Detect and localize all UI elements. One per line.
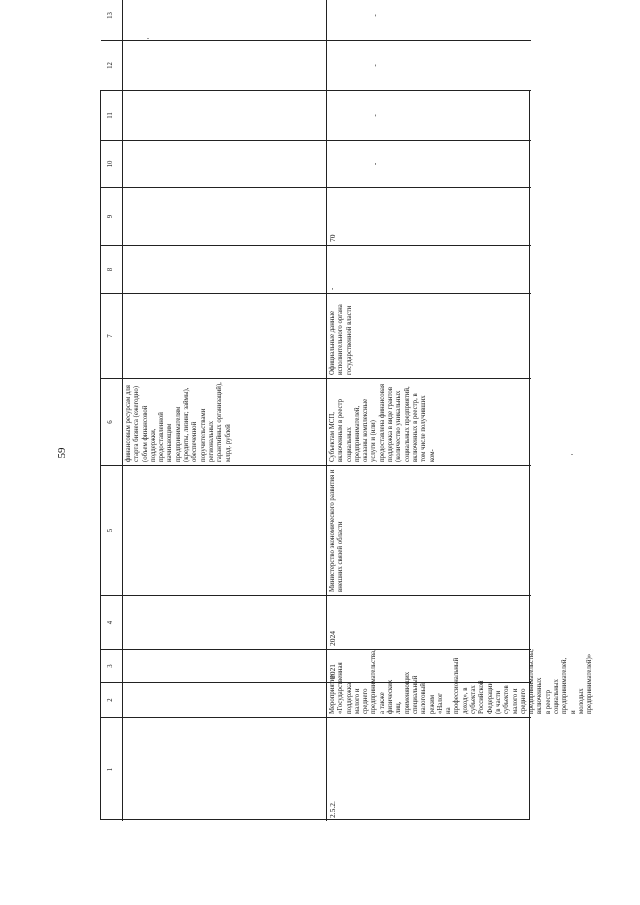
- header-cell-3: 3: [101, 649, 123, 682]
- header-cell-11: 11: [101, 90, 123, 140]
- continued-cell-13: [123, 0, 327, 40]
- end-year-cell: 2024: [327, 595, 531, 649]
- responsible-cell: Министерство экономического развития и внешних связей области: [327, 465, 531, 595]
- continued-cell-7: [123, 293, 327, 378]
- continued-cell-10: [123, 140, 327, 187]
- data-table: [100, 12, 594, 820]
- header-cell-10: 10: [101, 140, 123, 187]
- event-name-cell: Мероприятие «Государственная поддержка малого и среднего предпринимательства, а также физических лиц, применяющих специальный налоговый режим «Налог на профессиональный доход», в субъектах Российской Федерации (в части субъектов малого и среднего предпринимательства, включенных в реестр социальных предпринимателей, и молодых предпринимателей)»: [327, 682, 531, 717]
- header-cell-6: 6: [101, 378, 123, 465]
- header-cell-7: 7: [101, 293, 123, 378]
- continued-cell-5: [123, 465, 327, 595]
- value-cell-9: 70: [327, 187, 531, 245]
- value-cell-8: -: [327, 245, 531, 293]
- value-cell-13: -: [371, 14, 379, 17]
- continued-cell-1: [123, 717, 327, 821]
- table-grid-rotated: [101, 12, 594, 821]
- value-cell-10: -: [327, 140, 531, 187]
- continued-cell-3: [123, 649, 327, 682]
- header-cell-1: 1: [101, 717, 123, 821]
- data-source-cell: Официальные данные исполнительного органа государственной власти: [327, 293, 531, 378]
- continued-cell-12: [123, 40, 327, 90]
- header-cell-4: 4: [101, 595, 123, 649]
- page-number: 59: [56, 447, 68, 459]
- header-cell-13: 13: [101, 0, 123, 40]
- continued-cell-2: [123, 682, 327, 717]
- header-cell-12: 12: [101, 40, 123, 90]
- scan-speck: [571, 454, 573, 455]
- continued-cell-11: [123, 90, 327, 140]
- value-cell-12: -: [327, 40, 531, 90]
- continued-cell-8: [123, 245, 327, 293]
- header-cell-5: 5: [101, 465, 123, 595]
- start-year-cell: 2021: [327, 649, 531, 682]
- header-cell-8: 8: [101, 245, 123, 293]
- indicator-cell: Субъектам МСП, включенным в реестр социальных предпринимателей, оказаны комплексные услуги и (или) предоставлена финансовая поддержка в виде грантов (количество уникальных социальных предприятий, включенных в реестр, в том числе получивших ком-: [327, 378, 531, 465]
- header-cell-9: 9: [101, 187, 123, 245]
- continued-cell-9: [123, 187, 327, 245]
- header-cell-2: 2: [101, 682, 123, 717]
- continued-cell-4: [123, 595, 327, 649]
- value-cell-11: -: [327, 90, 531, 140]
- row-number-cell: 2.5.2.: [327, 717, 531, 821]
- continued-indicator-cell: финансовым ресурсам для старта бизнеса (ежегодно) (объем финансовой поддержки, предоставленной начинающим предпринимателям (кредиты, лизинг, займы), обеспеченной поручительствами региональных гарантийных организаций), млрд. рублей: [123, 378, 327, 465]
